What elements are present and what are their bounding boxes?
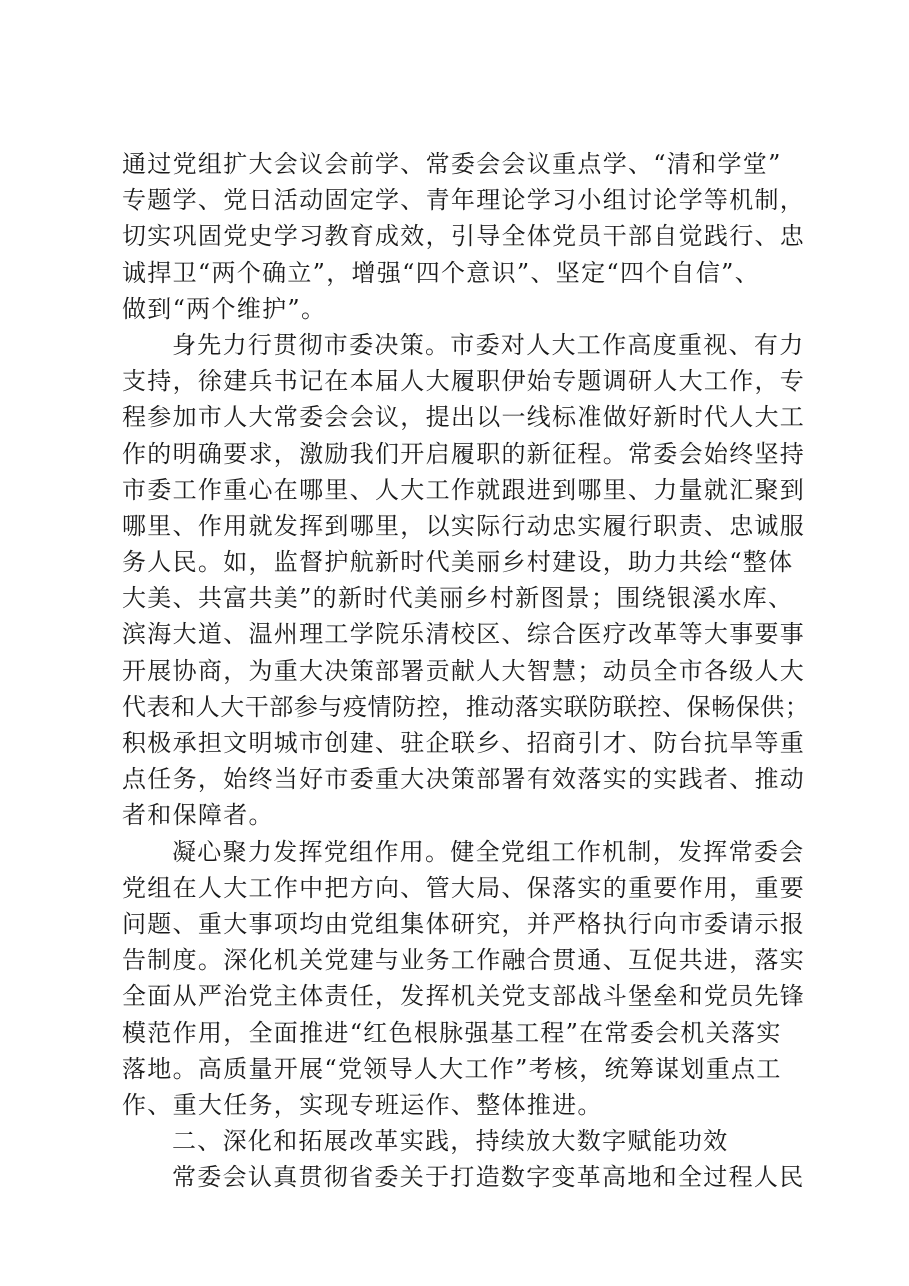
text-line: 全面从严治党主体责任，发挥机关党支部战斗堡垒和党员先锋 xyxy=(122,982,806,1011)
text-line: 做到“两个维护”。 xyxy=(122,294,327,323)
paragraph-first-line: 凝心聚力发挥党组作用。健全党组工作机制，发挥常委会 xyxy=(172,837,805,866)
text-line: 作、重大任务，实现专班运作、整体推进。 xyxy=(122,1090,603,1119)
text-line: 点任务，始终当好市委重大决策部署有效落实的实践者、推动 xyxy=(122,765,806,794)
text-line: 务人民。如，监督护航新时代美丽乡村建设，助力共绘“整体 xyxy=(122,548,794,577)
text-line: 诚捍卫“两个确立”，增强“四个意识”、坚定“四个自信”、 xyxy=(122,258,761,287)
text-line: 作的明确要求，激励我们开启履职的新征程。常委会始终坚持 xyxy=(122,439,806,468)
text-line: 通过党组扩大会议会前学、常委会会议重点学、“清和学堂” xyxy=(122,150,782,178)
paragraph-first-line: 二、深化和拓展改革实践，持续放大数字赋能功效 xyxy=(172,1127,729,1156)
text-line: 程参加市人大常委会会议，提出以一线标准做好新时代人大工 xyxy=(122,403,806,432)
text-line: 模范作用，全面推进“红色根脉强基工程”在常委会机关落实 xyxy=(122,1018,782,1047)
text-line: 市委工作重心在哪里、人大工作就跟进到哪里、力量就汇聚到 xyxy=(122,475,806,504)
text-line: 代表和人大干部参与疫情防控，推动落实联防联控、保畅保供； xyxy=(122,692,810,721)
text-line: 哪里、作用就发挥到哪里，以实际行动忠实履行职责、忠诚服 xyxy=(122,511,806,540)
text-line: 支持，徐建兵书记在本届人大履职伊始专题调研人大工作，专 xyxy=(122,367,806,396)
text-line: 落地。高质量开展“党领导人大工作”考核，统筹谋划重点工 xyxy=(122,1054,782,1083)
text-line: 专题学、党日活动固定学、青年理论学习小组讨论学等机制， xyxy=(122,186,806,215)
text-line: 者和保障者。 xyxy=(122,801,274,830)
text-line: 切实巩固党史学习教育成效，引导全体党员干部自觉践行、忠 xyxy=(122,222,806,251)
text-line: 党组在人大工作中把方向、管大局、保落实的重要作用，重要 xyxy=(122,873,806,902)
text-line: 积极承担文明城市创建、驻企联乡、招商引才、防台抗旱等重 xyxy=(122,729,806,757)
text-line: 告制度。深化机关党建与业务工作融合贯通、互促共进，落实 xyxy=(122,946,806,975)
text-line: 大美、共富共美”的新时代美丽乡村新图景；围绕银溪水库、 xyxy=(122,584,794,613)
paragraph-first-line: 身先力行贯彻市委决策。市委对人大工作高度重视、有力 xyxy=(172,330,805,359)
body-text xyxy=(122,146,812,1195)
text-line: 问题、重大事项均由党组集体研究，并严格执行向市委请示报 xyxy=(122,909,806,938)
text-line: 开展协商，为重大决策部署贡献人大智慧；动员全市各级人大 xyxy=(122,656,806,685)
paragraph-first-line: 常委会认真贯彻省委关于打造数字变革高地和全过程人民 xyxy=(172,1163,805,1192)
text-line: 滨海大道、温州理工学院乐清校区、综合医疗改革等大事要事 xyxy=(122,620,806,649)
